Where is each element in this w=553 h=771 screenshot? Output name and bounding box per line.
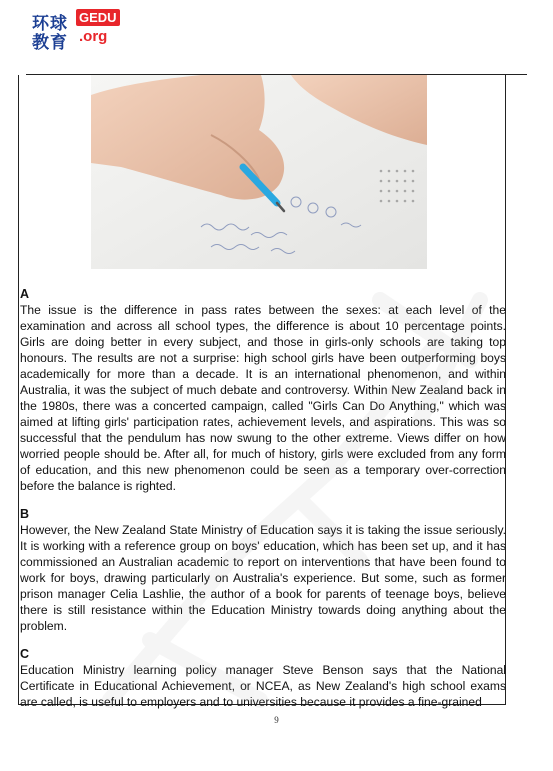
section-b-text: However, the New Zealand State Ministry of Education says it is taking the issue seriously. It is working with a reference group on boys' education, which has been set up, and it has commissioned an Australian academic to report on interventions that have been found to work for boys, drawing particularly on Australia's experience. But some, such as former prison manager Celia Lashlie, the author of a book for parents of teenage boys, believe there is still resistance within the Education Ministry towards doing anything about the problem. bbox=[20, 523, 506, 633]
hand-writing-illustration bbox=[91, 75, 427, 269]
page-number: 9 bbox=[274, 715, 279, 725]
section-c-letter: C bbox=[20, 647, 30, 661]
logo-chinese-line2: 教育 bbox=[32, 33, 68, 53]
article-body bbox=[20, 286, 506, 722]
gedu-logo bbox=[32, 7, 132, 53]
section-a-text: The issue is the difference in pass rates between the sexes: at each level of the examination and across all school types, the difference is about 10 percentage points. Girls are doing better in every subject, and those in girls-only schools are taking top honours. The results are not a surprise: high school girls have been outperforming boys academically for more than a decade. It is an international phenomenon, and within Australia, it was the subject of much debate and controversy. Within New Zealand back in the 1980s, there was a concerted campaign, called "Girls Can Do Anything," which was aimed at lifting girls' participation rates, achievement levels, and aspirations. This was so successful that the pendulum has now swung to the other extreme. Views differ on how worried people should be. After all, for much of history, girls were excluded from any form of education, and this new phenomenon could be seen as a temporary over-correction before the balance is righted. bbox=[20, 303, 506, 493]
section-a-letter: A bbox=[20, 287, 30, 301]
photo-hand-writing bbox=[91, 75, 427, 269]
section-c-text: Education Ministry learning policy manager Steve Benson says that the National Certificate in Educational Achievement, or NCEA, as New Zealand's high school exams are called, is useful to employers and to universities because it provides a fine-grained bbox=[20, 663, 506, 709]
logo-brand-badge: GEDU bbox=[76, 9, 120, 26]
logo-domain: .org bbox=[79, 28, 108, 45]
logo-chinese-line1: 环球 bbox=[32, 14, 68, 34]
section-b-letter: B bbox=[20, 507, 30, 521]
